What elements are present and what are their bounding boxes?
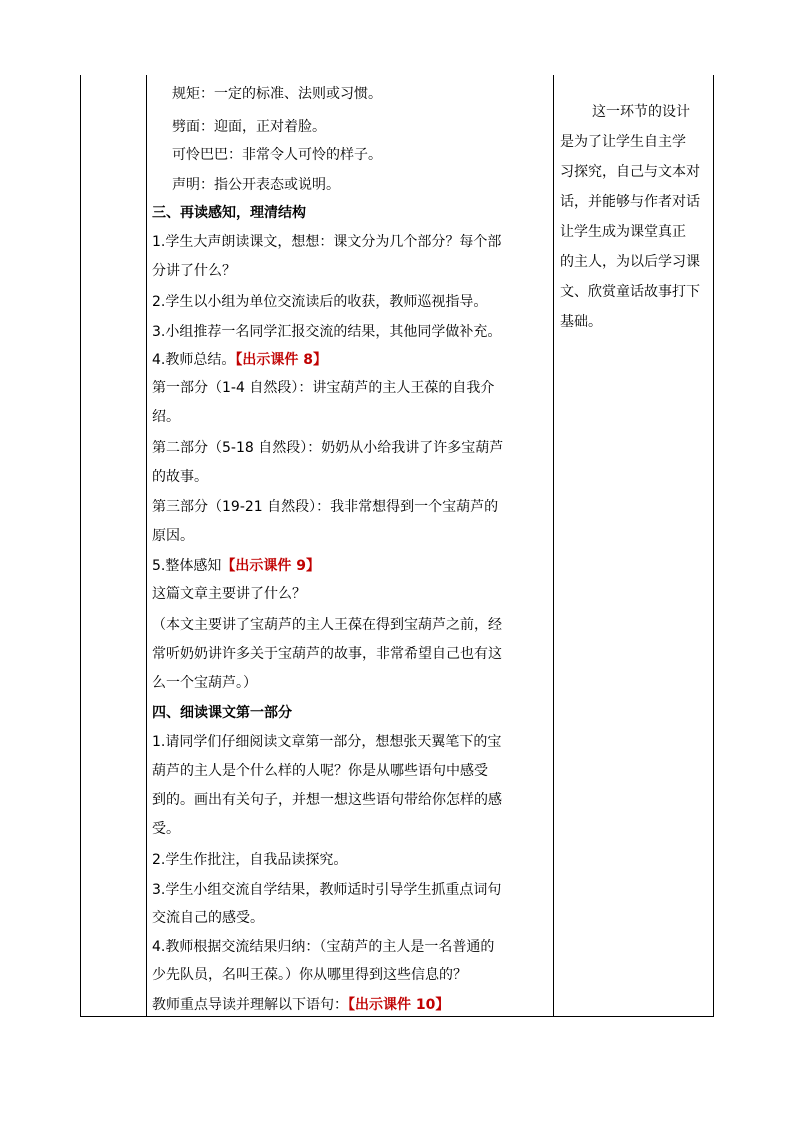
note-line: 话，并能够与作者对话 bbox=[560, 194, 700, 210]
text-line: 这篇文章主要讲了什么？ bbox=[152, 586, 306, 602]
text-line: 1.请同学们仔细阅读文章第一部分，想想张天翼笔下的宝 bbox=[152, 734, 502, 750]
text-line: 绍。 bbox=[152, 409, 180, 425]
table-border-col2 bbox=[553, 75, 554, 1017]
text-line bbox=[152, 552, 320, 580]
note-line: 的主人，为以后学习课 bbox=[560, 254, 700, 270]
text-line: 可怜巴巴：非常令人可怜的样子。 bbox=[172, 147, 382, 163]
text-line: 的故事。 bbox=[152, 469, 208, 485]
text-line: 第三部分（19-21 自然段）：我非常想得到一个宝葫芦的 bbox=[152, 499, 499, 515]
text-line: 分讲了什么？ bbox=[152, 263, 236, 279]
section-heading: 四、细读课文第一部分 bbox=[152, 705, 292, 721]
note-line: 让学生成为课堂真正 bbox=[560, 224, 686, 240]
note-line: 是为了让学生自主学 bbox=[560, 134, 686, 150]
text-line: 么一个宝葫芦。） bbox=[152, 675, 257, 691]
text-line: （本文主要讲了宝葫芦的主人王葆在得到宝葫芦之前，经 bbox=[152, 617, 502, 633]
text-line: 交流自己的感受。 bbox=[152, 910, 264, 926]
text-line: 声明：指公开表态或说明。 bbox=[172, 177, 340, 193]
section-heading: 三、再读感知，理清结构 bbox=[152, 205, 306, 221]
note-line: 习探究，自己与文本对 bbox=[560, 164, 700, 180]
text-line: 2.学生以小组为单位交流读后的收获，教师巡视指导。 bbox=[152, 294, 488, 310]
text-line: 少先队员，名叫王葆。）你从哪里得到这些信息的？ bbox=[152, 967, 467, 983]
courseware-tag: 【出示课件 8】 bbox=[235, 352, 327, 368]
line-text: 4.教师总结。 bbox=[152, 352, 236, 368]
table-border-col1 bbox=[146, 75, 147, 1017]
text-line: 规矩：一定的标准、法则或习惯。 bbox=[172, 86, 382, 102]
courseware-tag: 【出示课件 9】 bbox=[221, 558, 320, 574]
text-line: 3.学生小组交流自学结果，教师适时引导学生抓重点词句 bbox=[152, 882, 502, 898]
text-line: 1.学生大声朗读课文，想想：课文分为几个部分？每个部 bbox=[152, 234, 502, 250]
note-line: 基础。 bbox=[560, 314, 602, 330]
text-line: 劈面：迎面，正对着脸。 bbox=[172, 119, 326, 135]
text-line: 原因。 bbox=[152, 528, 194, 544]
text-line: 常听奶奶讲许多关于宝葫芦的故事，非常希望自己也有这 bbox=[152, 646, 502, 662]
note-line: 这一环节的设计 bbox=[592, 104, 690, 120]
courseware-tag: 【出示课件 10】 bbox=[348, 997, 450, 1013]
text-line: 3.小组推荐一名同学汇报交流的结果，其他同学做补充。 bbox=[152, 324, 502, 340]
line-text: 教师重点导读并理解以下语句： bbox=[152, 997, 348, 1013]
text-line: 受。 bbox=[152, 821, 180, 837]
text-line: 4.教师根据交流结果归纳：（宝葫芦的主人是一名普通的 bbox=[152, 939, 495, 955]
note-line: 文、欣赏童话故事打下 bbox=[560, 284, 700, 300]
table-border-right bbox=[713, 75, 714, 1017]
table-border-left bbox=[80, 75, 81, 1017]
text-line: 2.学生作批注，自我品读探究。 bbox=[152, 852, 348, 868]
text-line: 第二部分（5-18 自然段）：奶奶从小给我讲了许多宝葫芦 bbox=[152, 440, 504, 456]
text-line bbox=[152, 991, 449, 1019]
text-line: 到的。画出有关句子，并想一想这些语句带给你怎样的感 bbox=[152, 792, 502, 808]
text-line: 葫芦的主人是个什么样的人呢？你是从哪些语句中感受 bbox=[152, 763, 488, 779]
text-line: 第一部分（1-4 自然段）：讲宝葫芦的主人王葆的自我介 bbox=[152, 380, 495, 396]
line-text: 5.整体感知 bbox=[152, 558, 222, 574]
text-line bbox=[152, 346, 327, 374]
